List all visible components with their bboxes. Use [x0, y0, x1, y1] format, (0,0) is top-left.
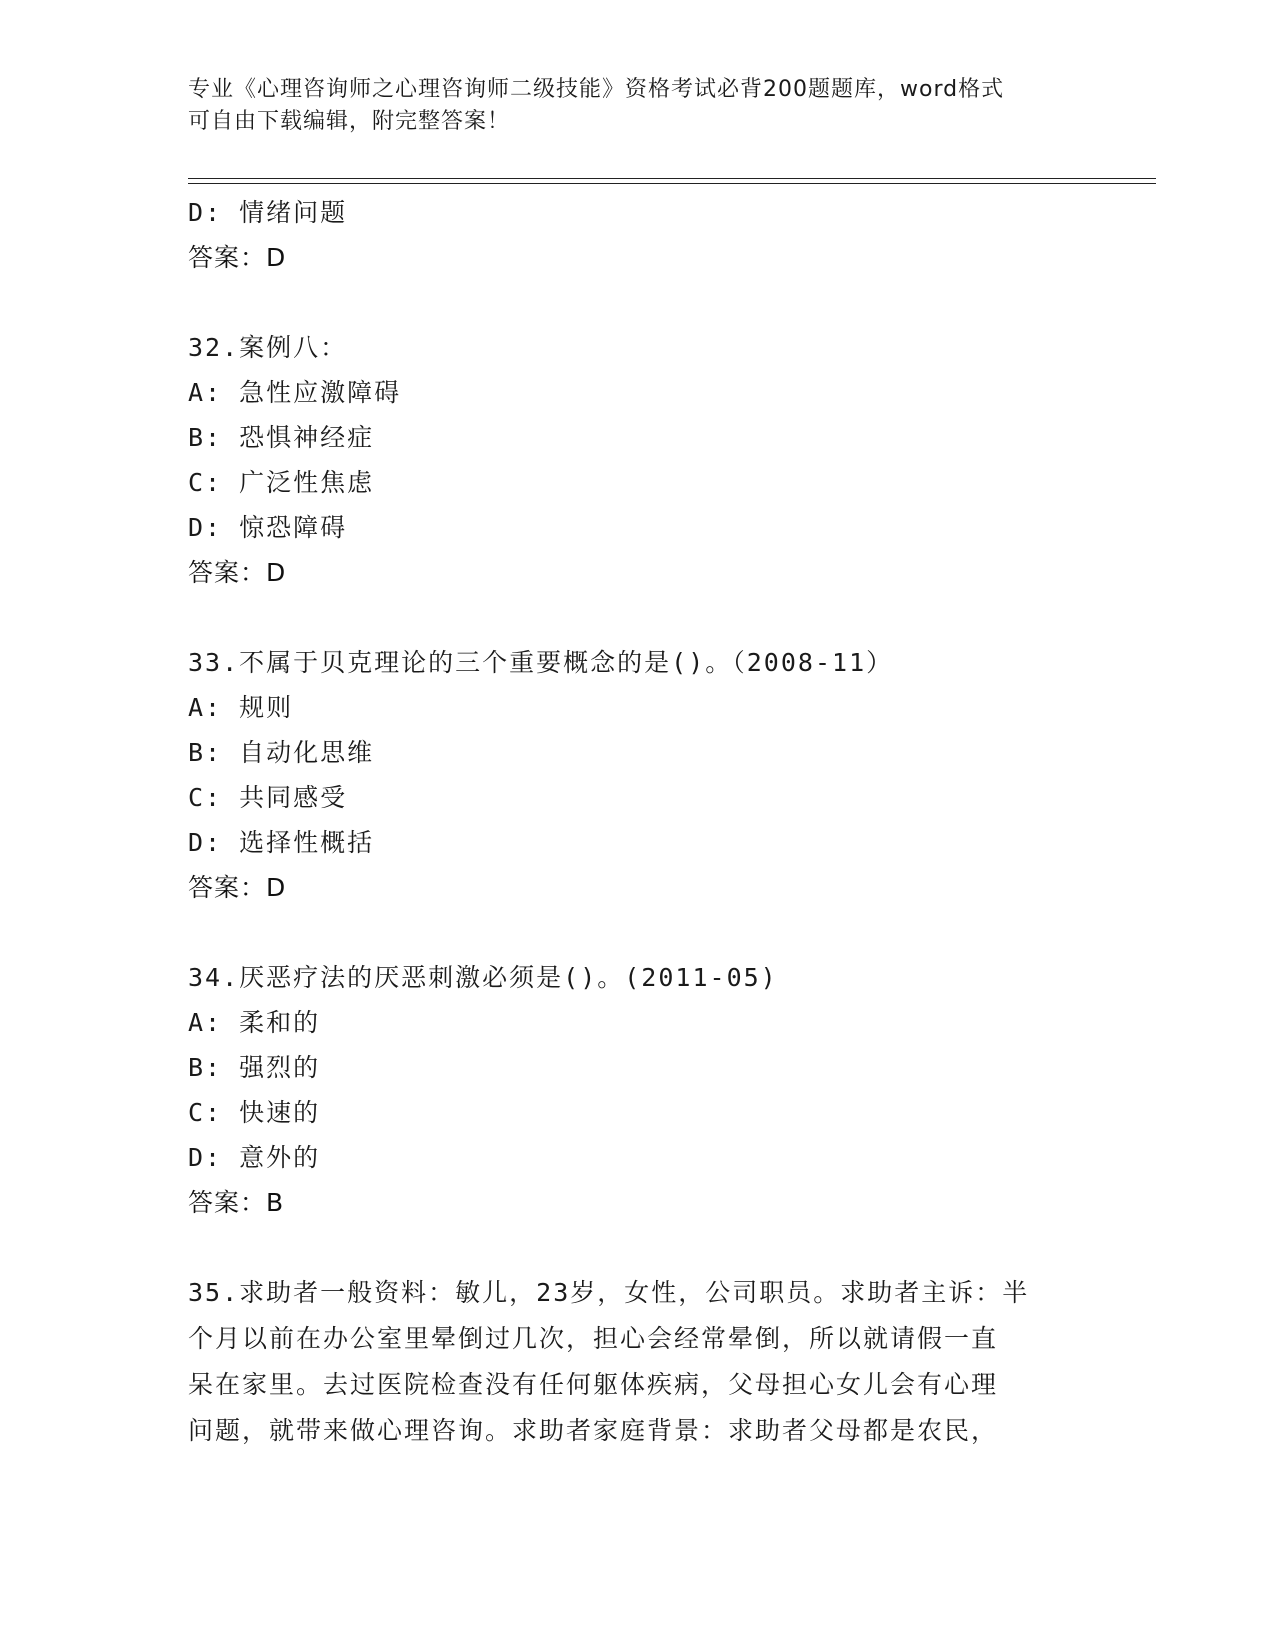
option-a: A: 规则 [188, 693, 294, 722]
header-line-1: 专业《心理咨询师之心理咨询师二级技能》资格考试必背200题题库，word格式 [188, 77, 1005, 102]
option-b: B: 自动化思维 [188, 738, 375, 767]
answer: 答案：D [188, 873, 287, 902]
question-33 [188, 640, 1088, 910]
option-a: A: 急性应激障碍 [188, 378, 402, 407]
option-d: D: 意外的 [188, 1143, 321, 1172]
option-d: D: 选择性概括 [188, 828, 375, 857]
paragraph-line: 35.求助者一般资料：敏儿，23岁，女性，公司职员。求助者主诉：半 [188, 1278, 1030, 1307]
header-rule-bottom [188, 183, 1156, 184]
option-d: D: 惊恐障碍 [188, 513, 348, 542]
option-a: A: 柔和的 [188, 1008, 321, 1037]
prev-option-d: D: 情绪问题 [188, 198, 348, 227]
answer: 答案：D [188, 558, 287, 587]
question-32 [188, 325, 1088, 595]
document-header [188, 74, 1068, 138]
option-c: C: 快速的 [188, 1098, 321, 1127]
answer: 答案：B [188, 1188, 285, 1217]
option-c: C: 广泛性焦虑 [188, 468, 375, 497]
paragraph-line: 个月以前在办公室里晕倒过几次，担心会经常晕倒，所以就请假一直 [188, 1324, 999, 1353]
question-list [188, 190, 1088, 1454]
option-b: B: 恐惧神经症 [188, 423, 375, 452]
paragraph-line: 呆在家里。去过医院检查没有任何躯体疾病，父母担心女儿会有心理 [188, 1370, 999, 1399]
question-35 [188, 1270, 1088, 1454]
question-stem: 34.厌恶疗法的厌恶刺激必须是()。(2011-05) [188, 963, 778, 992]
question-stem: 32.案例八： [188, 333, 348, 362]
header-line-2: 可自由下载编辑，附完整答案！ [188, 109, 511, 134]
question-stem: 33.不属于贝克理论的三个重要概念的是()。（2008-11） [188, 648, 894, 677]
prev-answer: 答案：D [188, 243, 287, 272]
paragraph-line: 问题，就带来做心理咨询。求助者家庭背景：求助者父母都是农民， [188, 1416, 999, 1445]
header-rule-top [188, 178, 1156, 179]
question-34 [188, 955, 1088, 1225]
option-c: C: 共同感受 [188, 783, 348, 812]
option-b: B: 强烈的 [188, 1053, 321, 1082]
